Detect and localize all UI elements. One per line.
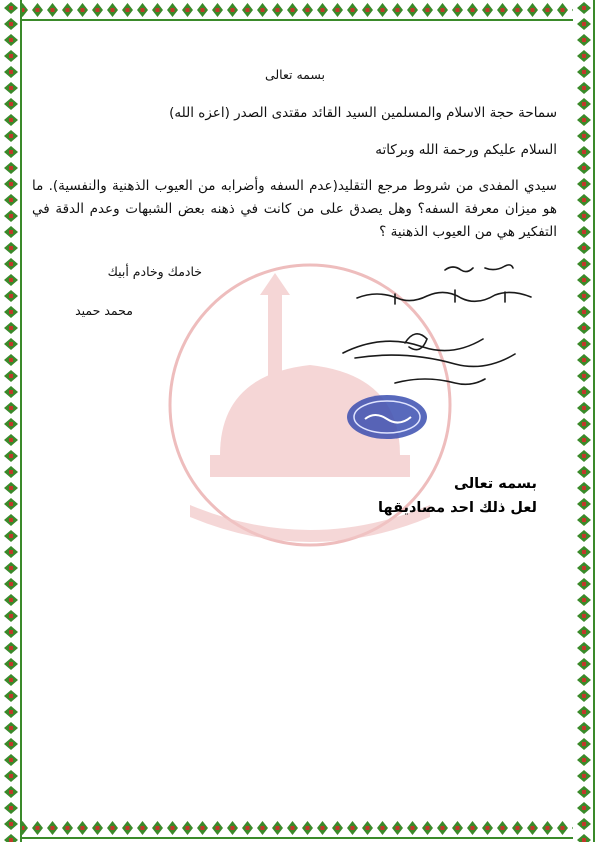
decorative-border-bottom	[0, 818, 595, 842]
letter-greeting: السلام عليكم ورحمة الله وبركاته	[375, 142, 557, 158]
reply-basmala: بسمه تعالى	[454, 476, 537, 492]
letter-question: سيدي المفدى من شروط مرجع التقليد(عدم السفه وأضرابه من العيوب الذهنية والنفسية). ما هو ميزان معرفة السفه؟ وهل يصدق على من كانت في ذهنه بعض الشبهات وعدم الدقة في التفكير هي من العيوب الذهنية ؟	[32, 178, 557, 240]
letter-addressee: سماحة حجة الاسلام والمسلمين السيد القائد مقتدى الصدر (اعزه الله)	[169, 105, 557, 121]
letter-closing: خادمك وخادم أبيك	[107, 264, 202, 279]
decorative-border-top	[0, 0, 595, 22]
decorative-border-left	[0, 0, 22, 842]
letter-sender-name: محمد حميد	[75, 303, 133, 318]
official-seal-stamp-icon	[345, 393, 429, 441]
reply-answer: لعل ذلك احد مصاديقها	[378, 500, 537, 516]
decorative-border-right	[573, 0, 595, 842]
letter-basmala: بسمه تعالى	[264, 67, 326, 82]
